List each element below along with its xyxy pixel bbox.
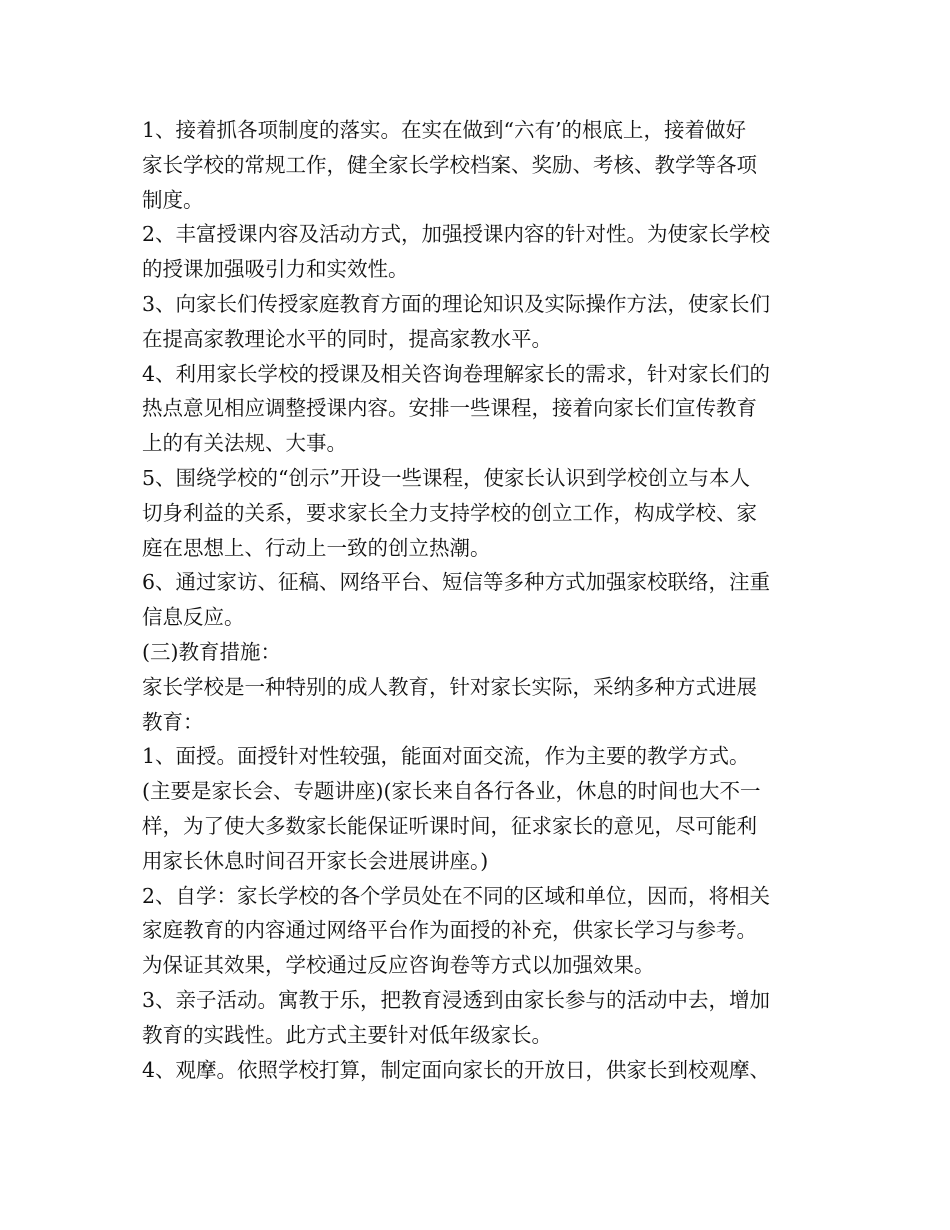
text-line: 3、亲子活动。寓教于乐，把教育浸透到由家长参与的活动中去，增加 (142, 987, 771, 1012)
text-line: 3、向家长们传授家庭教育方面的理论知识及实际操作方法，使家长们 (142, 291, 771, 316)
text-line: 上的有关法规、大事。 (142, 431, 347, 456)
text-line: 2、丰富授课内容及活动方式，加强授课内容的针对性。为使家长学校 (142, 222, 771, 247)
text-line: 在提高家教理论水平的同时，提高家教水平。 (142, 326, 552, 351)
text-line: 教育的实践性。此方式主要针对低年级家长。 (142, 1022, 552, 1047)
text-line: 2、自学：家长学校的各个学员处在不同的区域和单位，因而，将相关 (142, 883, 771, 908)
text-line: 家长学校的常规工作，健全家长学校档案、奖励、考核、教学等各项 (142, 152, 757, 177)
text-line: 1、面授。面授针对性较强，能面对面交流，作为主要的教学方式。 (142, 744, 750, 769)
section-heading: (三)教育措施： (142, 639, 281, 664)
text-line: 热点意见相应调整授课内容。安排一些课程，接着向家长们宣传教育 (142, 396, 757, 421)
text-line: (主要是家长会、专题讲座)(家长来自各行各业，休息的时间也大不一 (142, 779, 761, 804)
text-line: 4、观摩。依照学校打算，制定面向家长的开放日，供家长到校观摩、 (142, 1057, 771, 1082)
text-line: 教育： (142, 709, 204, 734)
text-line: 用家长休息时间召开家长会进展讲座。) (142, 848, 489, 873)
text-line: 的授课加强吸引力和实效性。 (142, 257, 409, 282)
text-line: 切身利益的关系，要求家长全力支持学校的创立工作，构成学校、家 (142, 500, 757, 525)
text-line: 1、接着抓各项制度的落实。在实在做到“六有’的根底上，接着做好 (142, 118, 747, 142)
text-line: 5、围绕学校的“创示”开设一些课程，使家长认识到学校创立与本人 (142, 465, 751, 490)
text-line: 6、通过家访、征稿、网络平台、短信等多种方式加强家校联络，注重 (142, 570, 771, 595)
text-line: 信息反应。 (142, 605, 245, 630)
text-line: 制度。 (142, 187, 204, 212)
text-line: 为保证其效果，学校通过反应咨询卷等方式以加强效果。 (142, 953, 655, 978)
text-line: 4、利用家长学校的授课及相关咨询卷理解家长的需求，针对家长们的 (142, 361, 771, 386)
text-line: 样，为了使大多数家长能保证听课时间，征求家长的意见，尽可能利 (142, 813, 757, 838)
document-body (142, 113, 822, 1087)
text-line: 家庭教育的内容通过网络平台作为面授的补充，供家长学习与参考。 (142, 918, 757, 943)
text-line: 庭在思想上、行动上一致的创立热潮。 (142, 535, 491, 560)
text-line: 家长学校是一种特别的成人教育，针对家长实际，采纳多种方式进展 (142, 674, 757, 699)
